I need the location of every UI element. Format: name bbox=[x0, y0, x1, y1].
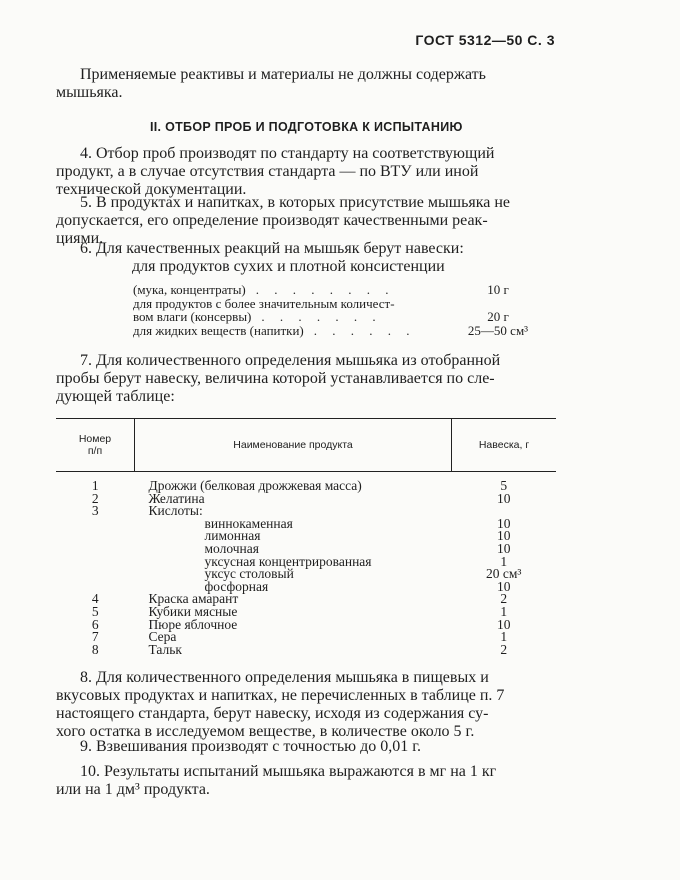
sample-name: для жидких веществ (напитки) bbox=[133, 322, 304, 338]
leader-dots: . . . . . . . . bbox=[255, 282, 395, 297]
text-line: 6. Для качественных реакций на мышьяк берут навески: bbox=[80, 240, 464, 257]
sample-row bbox=[133, 297, 553, 311]
row-number: 7 bbox=[91, 629, 99, 645]
sample-weight: 10 bbox=[497, 616, 511, 632]
product-name: Тальк bbox=[148, 641, 182, 657]
sample-weight: 1 bbox=[500, 603, 508, 619]
row-number: 3 bbox=[91, 503, 99, 519]
row-number: 1 bbox=[91, 478, 99, 493]
product-name: фосфорная bbox=[204, 578, 269, 594]
product-name: лимонная bbox=[204, 528, 261, 544]
table-header-row bbox=[56, 419, 556, 472]
sample-weight: 10 bbox=[497, 540, 511, 556]
table-row bbox=[56, 581, 556, 594]
paragraph-6 bbox=[56, 240, 552, 276]
sample-weight: 5 bbox=[500, 478, 508, 493]
row-number bbox=[56, 556, 135, 569]
text-line: пробы берут навеску, величина которой устанавливается по сле- bbox=[56, 370, 495, 387]
sample-weight: 1 bbox=[500, 629, 508, 645]
column-header-number bbox=[56, 419, 135, 472]
product-name: Кислоты: bbox=[148, 503, 203, 519]
row-number: 8 bbox=[91, 641, 99, 657]
sample-weight: 10 bbox=[497, 515, 511, 531]
leader-dots: . . . . . . bbox=[313, 322, 416, 338]
product-name: Желатина bbox=[148, 490, 205, 506]
table-row bbox=[56, 556, 556, 569]
sample-weight: 10 bbox=[497, 528, 511, 544]
table-row bbox=[56, 568, 556, 581]
text-line: технической документации. bbox=[56, 181, 247, 198]
paragraph-9 bbox=[56, 738, 552, 756]
product-name: молочная bbox=[204, 540, 259, 556]
leader-dots bbox=[395, 297, 443, 311]
row-number: 5 bbox=[91, 603, 99, 619]
sample-name: для продуктов с более значительным количест- bbox=[133, 295, 395, 311]
section-title: II. ОТБОР ПРОБ И ПОДГОТОВКА К ИСПЫТАНИЮ bbox=[150, 120, 463, 134]
sample-weight: 25—50 см³ bbox=[467, 322, 529, 338]
sample-name: вом влаги (консервы) bbox=[133, 309, 252, 324]
text-line: хого остатка в исследуемом веществе, в количестве около 5 г. bbox=[56, 723, 475, 740]
sample-weight: 2 bbox=[500, 591, 508, 607]
paragraph-4 bbox=[56, 145, 552, 199]
text-line: вкусовых продуктах и напитках, не перечисленных в таблице п. 7 bbox=[56, 687, 505, 704]
sample-table bbox=[56, 418, 556, 656]
text-line: 8. Для количественного определения мышьяка в пищевых и bbox=[80, 669, 489, 686]
text-line: настоящего стандарта, берут навеску, исходя из содержания су- bbox=[56, 705, 489, 722]
intro-paragraph bbox=[56, 66, 552, 102]
sample-weight: 2 bbox=[500, 641, 508, 657]
row-number: 6 bbox=[91, 616, 99, 632]
product-name: Пюре яблочное bbox=[148, 616, 238, 632]
sample-row bbox=[133, 310, 553, 324]
product-name: Сера bbox=[148, 629, 177, 645]
text-line: циями. bbox=[56, 230, 104, 247]
product-name: Кубики мясные bbox=[148, 603, 238, 619]
text-line: 10. Результаты испытаний мышьяка выражаются в мг на 1 кг bbox=[80, 763, 497, 780]
column-header-weight: Навеска, г bbox=[452, 419, 557, 472]
row-number bbox=[56, 530, 135, 543]
table-row bbox=[56, 505, 556, 518]
table-row bbox=[56, 593, 556, 606]
text-line: 4. Отбор проб производят по стандарту на соответствующий bbox=[80, 145, 495, 162]
column-header-product: Наименование продукта bbox=[135, 419, 452, 472]
paragraph-10 bbox=[56, 763, 552, 799]
text-line: или на 1 дм³ продукта. bbox=[56, 781, 210, 798]
column-header-number-line: п/п bbox=[87, 445, 103, 457]
text-line: Применяемые реактивы и материалы не должны содержать bbox=[80, 66, 486, 83]
table-row bbox=[56, 472, 556, 493]
row-number bbox=[56, 543, 135, 556]
product-name: Краска амарант bbox=[148, 591, 239, 607]
text-line: продукт, а в случае отсутствия стандарта — по ВТУ или иной bbox=[56, 163, 479, 180]
row-number: 4 bbox=[91, 591, 99, 607]
text-line: мышьяка. bbox=[56, 84, 123, 101]
product-name: Дрожжи (белковая дрожжевая масса) bbox=[148, 478, 362, 493]
table-row bbox=[56, 606, 556, 619]
page-header: ГОСТ 5312—50 С. 3 bbox=[415, 32, 555, 48]
sample-weight: 20 г bbox=[487, 309, 509, 324]
row-number bbox=[56, 518, 135, 531]
sample-name: (мука, концентраты) bbox=[133, 282, 246, 297]
sample-weight: 10 bbox=[497, 578, 511, 594]
sample-row bbox=[133, 283, 553, 297]
text-line: 5. В продуктах и напитках, в которых присутствие мышьяка не bbox=[80, 194, 511, 211]
column-header-number-line: Номер bbox=[78, 433, 112, 445]
text-line: 9. Взвешивания производят с точностью до 0,01 г. bbox=[80, 738, 422, 755]
table-row bbox=[56, 518, 556, 531]
sample-weight: 10 bbox=[497, 490, 511, 506]
table-row bbox=[56, 644, 556, 657]
text-line: 7. Для количественного определения мышьяка из отобранной bbox=[80, 352, 501, 369]
sample-weight bbox=[443, 297, 553, 311]
sample-row bbox=[133, 324, 553, 338]
sample-weight: 20 см³ bbox=[486, 566, 522, 582]
table-row bbox=[56, 493, 556, 506]
text-line: допускается, его определение производят качественными реак- bbox=[56, 212, 488, 229]
text-line: для продуктов сухих и плотной консистенции bbox=[132, 258, 445, 275]
sample-weight: 1 bbox=[500, 553, 508, 569]
product-name: уксусная концентрированная bbox=[204, 553, 372, 569]
leader-dots: . . . . . . . bbox=[261, 309, 382, 324]
row-number bbox=[56, 568, 135, 581]
table-row bbox=[56, 530, 556, 543]
table-row bbox=[56, 619, 556, 632]
sample-weights-list bbox=[133, 283, 553, 337]
paragraph-7 bbox=[56, 352, 552, 406]
table-body bbox=[56, 472, 556, 657]
table-row bbox=[56, 631, 556, 644]
paragraph-8 bbox=[56, 669, 552, 741]
product-name: виннокаменная bbox=[204, 515, 293, 531]
row-number: 2 bbox=[91, 490, 99, 506]
product-name: уксус столовый bbox=[204, 566, 294, 582]
text-line: дующей таблице: bbox=[56, 388, 175, 405]
sample-weight: 10 г bbox=[487, 282, 509, 297]
